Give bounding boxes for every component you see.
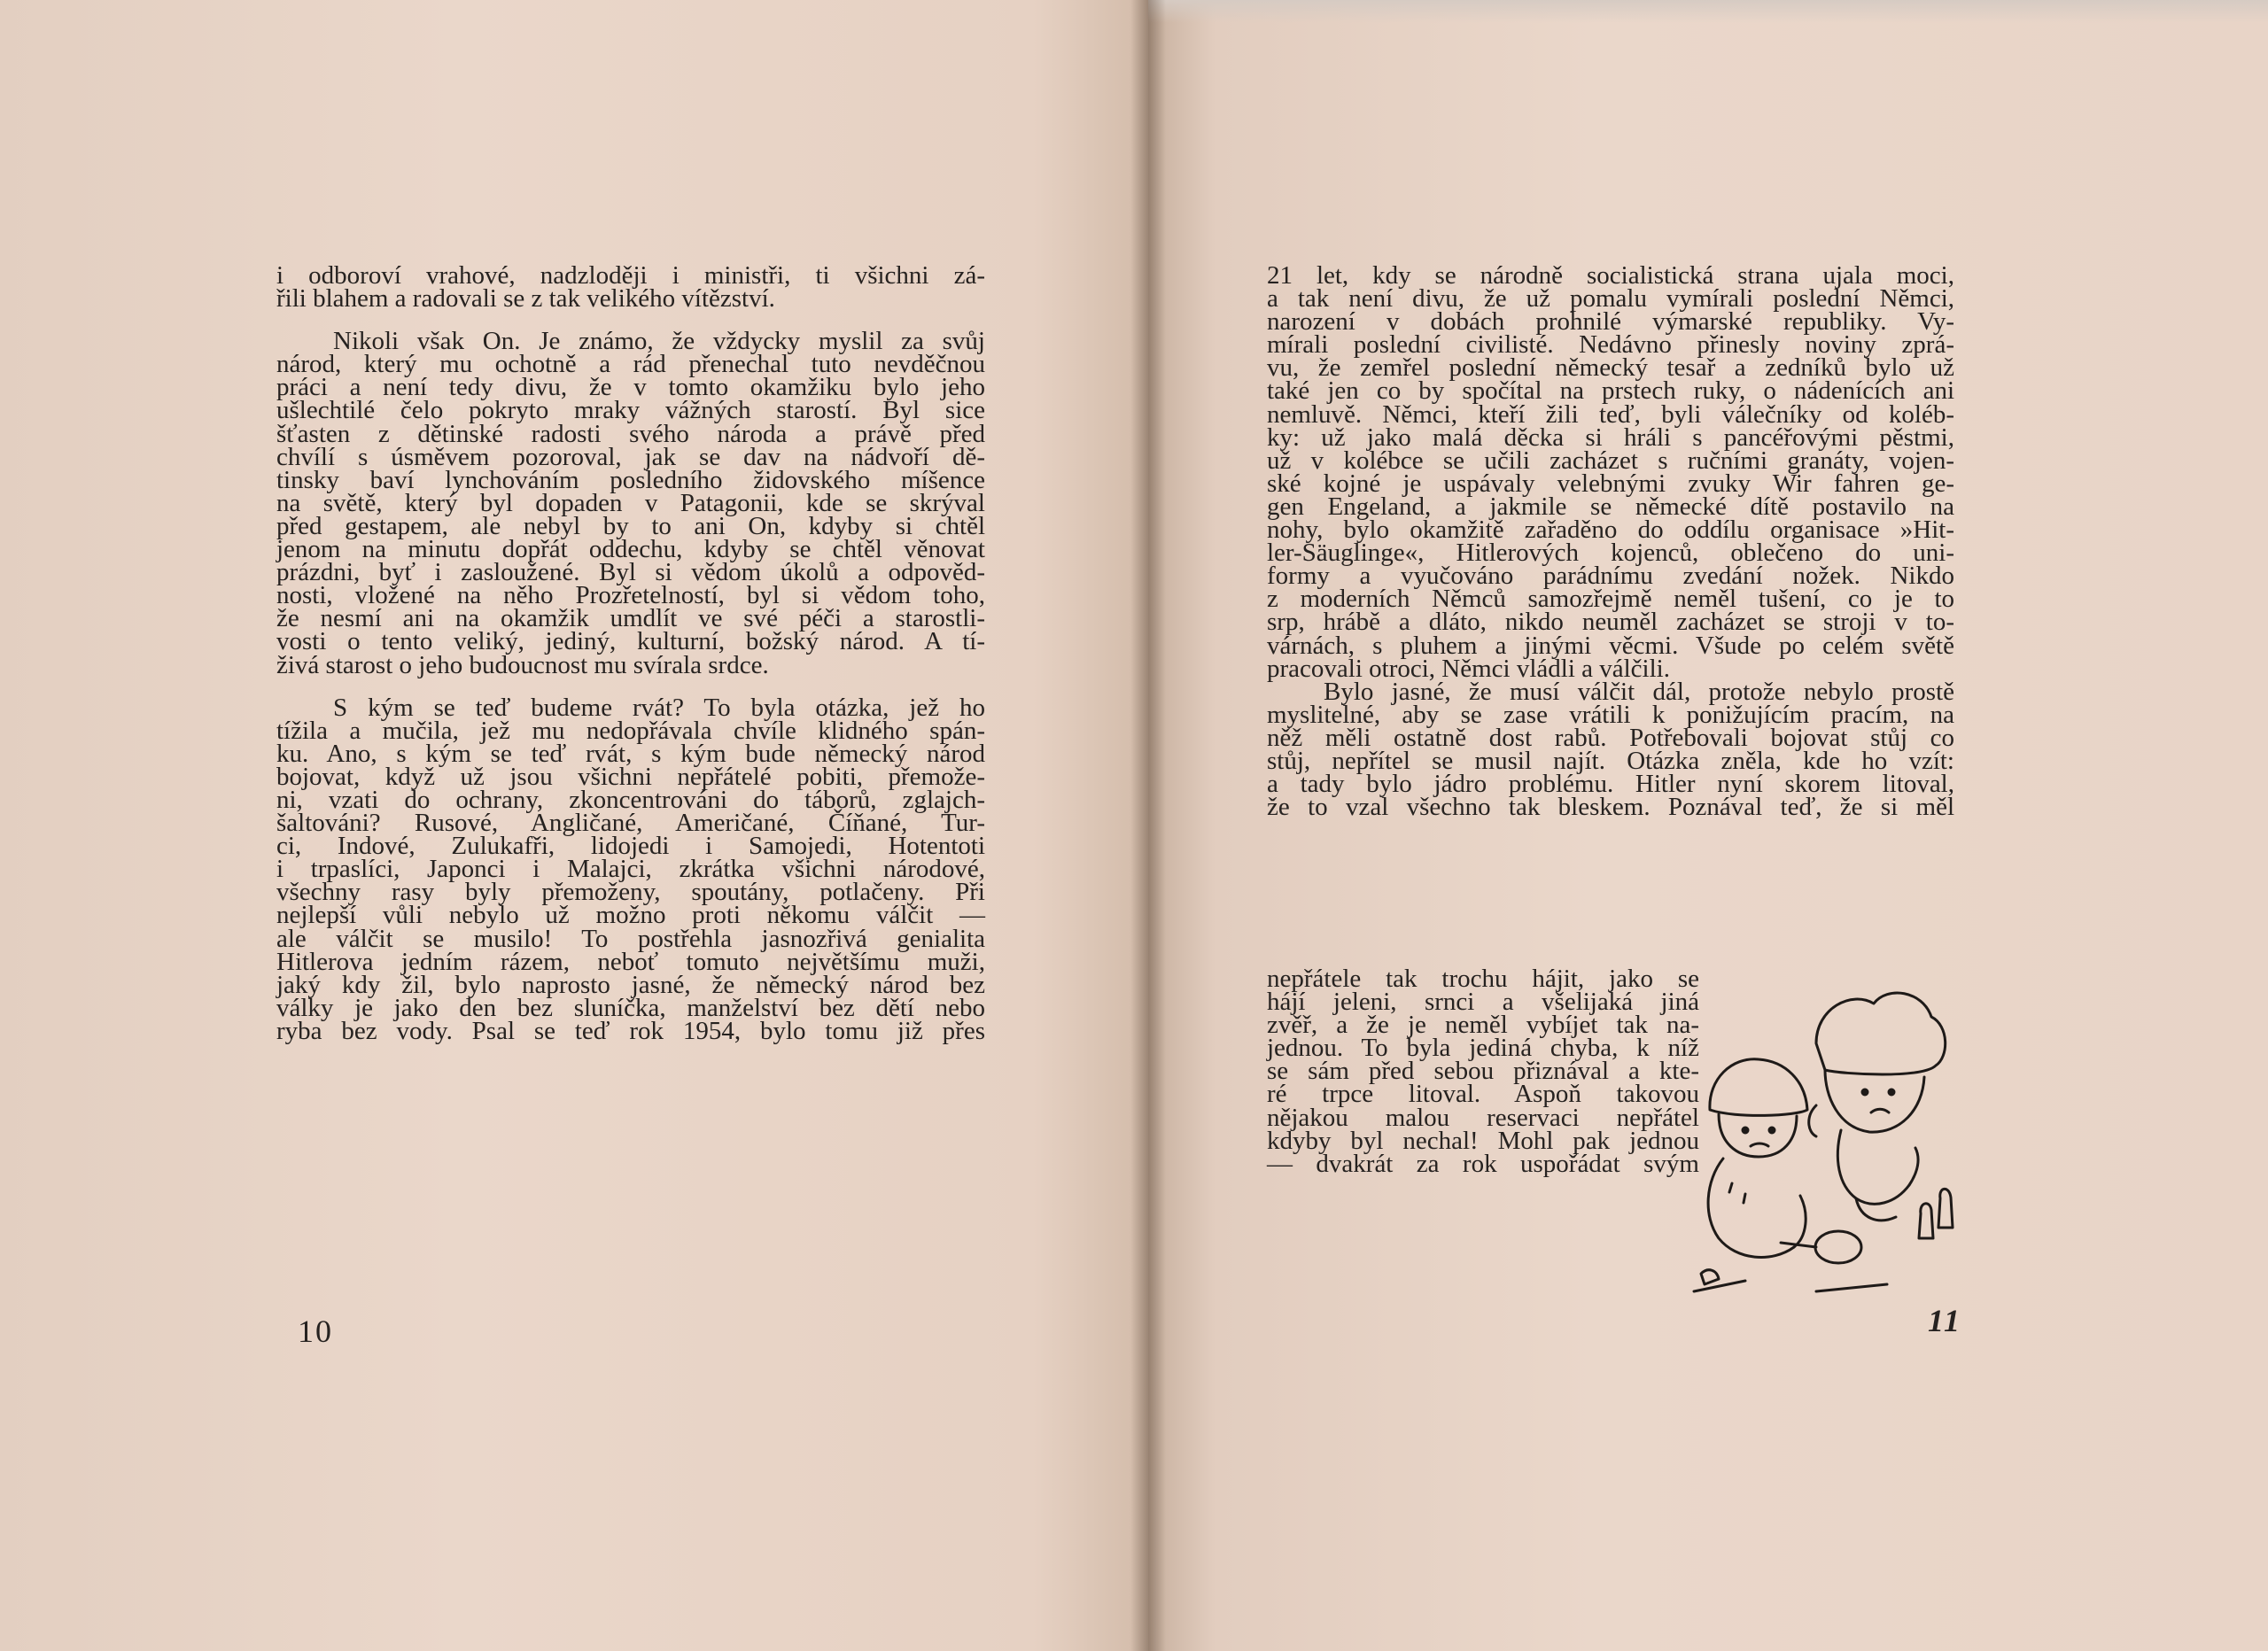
- text-line: prázdni, byť i zasloužené. Byl si vědom úkolů a odpověd-: [276, 558, 985, 587]
- text-line: srp, hrábě a dláto, nikdo neuměl zacházet se stroji v to-: [1267, 608, 1954, 637]
- text-line: nepřátele tak trochu hájit, jako se: [1267, 965, 1699, 993]
- text-line: národ, který mu ochotně a rád přenechal tuto nevděčnou: [276, 350, 985, 379]
- text-line: hájí jeleni, srnci a všelijaká jiná: [1267, 988, 1699, 1017]
- text-line: chvílí s úsměvem pozoroval, jak se dav na nádvoří dě-: [276, 442, 985, 471]
- text-line: před gestapem, ale nebyl by to ani On, kdyby si chtěl: [276, 511, 985, 540]
- page-number-right: 11: [1928, 1303, 1962, 1338]
- text-line: gen Engeland, a jakmile se německé dítě postavilo na: [1267, 492, 1954, 521]
- text-line: S kým se teď budeme rvát? To byla otázka, jež ho: [333, 693, 985, 722]
- text-line: a tady bylo jádro problému. Hitler nyní skorem litoval,: [1267, 770, 1954, 799]
- text-line: — dvakrát za rok uspořádat svým: [1267, 1149, 1699, 1178]
- text-line: ryba bez vody. Psal se teď rok 1954, bylo tomu již přes: [276, 1016, 985, 1045]
- text-line: 21 let, kdy se národně socialistická strana ujala moci,: [1267, 261, 1954, 290]
- text-line: že to vzal všechno tak bleskem. Poznával teď, že si měl: [1267, 793, 1954, 822]
- text-line: bojovat, když už jsou všichni nepřátelé pobiti, přemože-: [276, 762, 985, 791]
- text-line: nejlepší vůli nebylo už možno proti někomu válčit —: [276, 901, 985, 930]
- text-line: už v kolébce se učili zacházet s ručními granáty, vojen-: [1267, 446, 1954, 475]
- page-top-edge: [1148, 0, 2268, 23]
- text-line: myslitelné, aby se zase vrátili k ponižujícím pracím, na: [1267, 700, 1954, 729]
- text-line: mírali poslední civilisté. Nedávno přinesly noviny zprá-: [1267, 330, 1954, 360]
- left-page-text: [276, 261, 985, 1045]
- text-line: nějakou malou reservaci nepřátel: [1267, 1103, 1699, 1132]
- text-line: tinsky baví lynchováním posledního židovského míšence: [276, 465, 985, 494]
- text-line: ušlechtilé čelo pokryto mraky vážných starostí. Byl sice: [276, 396, 985, 425]
- text-line: jenom na minutu dopřát oddechu, kdyby se chtěl věnovat: [276, 535, 985, 564]
- text-line: stůj, nepřítel se musil najít. Otázka zněla, kde ho vzít:: [1267, 746, 1954, 775]
- page-number-left: 10: [298, 1314, 333, 1349]
- text-line: ky: už jako malá děcka si hráli s pancéřovými pěstmi,: [1267, 422, 1954, 452]
- text-line: šťasten z dětinské radosti svého národa a právě před: [276, 419, 985, 448]
- text-line: jednou. To byla jediná chyba, k níž: [1267, 1034, 1699, 1063]
- text-line: se sám před sebou přiznával a kte-: [1267, 1057, 1699, 1086]
- text-line: na světě, který byl dopaden v Patagonii, kde se skrýval: [276, 488, 985, 517]
- book-gutter: [1130, 0, 1166, 1651]
- text-line: ler-Säuglinge«, Hitlerových kojenců, oblečeno do uni-: [1267, 539, 1954, 568]
- toddlers-illustration: [1683, 981, 1976, 1300]
- text-line: všechny rasy byly přemoženy, spoutány, potlačeny. Při: [276, 878, 985, 907]
- text-line: tížila a mučila, jež mu nedopřávala chvíle klidného spán-: [276, 716, 985, 745]
- text-line: nohy, bylo okamžitě zařaděno do oddílu organisace »Hit-: [1267, 515, 1954, 545]
- text-line: Hitlerova jedním rázem, neboť tomuto největšímu muži,: [276, 947, 985, 976]
- text-line: i trpaslíci, Japonci i Malajci, zkrátka všichni národové,: [276, 855, 985, 884]
- text-line: něž měli ostatně dost rabů. Potřebovali bojovat stůj co: [1267, 723, 1954, 752]
- text-line: vu, že zemřel poslední německý tesař a zedníků bylo už: [1267, 353, 1954, 383]
- text-line: Bylo jasné, že musí válčit dál, protože nebylo prostě: [1324, 677, 1954, 706]
- right-page: [1148, 0, 2268, 1651]
- text-line: várnách, s pluhem a jinými věcmi. Všude po celém světě: [1267, 631, 1954, 660]
- text-line: řili blahem a radovali se z tak velikého vítězství.: [276, 284, 775, 314]
- text-line: ku. Ano, s kým se teď rvát, s kým bude německý národ: [276, 739, 985, 768]
- text-line: šaltováni? Rusové, Angličané, Američané, Číňané, Tur-: [276, 809, 985, 838]
- text-line: živá starost o jeho budoucnost mu svírala srdce.: [276, 650, 769, 679]
- text-line: ré trpce litoval. Aspoň takovou: [1267, 1080, 1699, 1109]
- text-line: i odboroví vrahové, nadzloději i ministři, ti všichni zá-: [276, 261, 985, 290]
- text-line: kdyby byl nechal! Mohl pak jednou: [1267, 1126, 1699, 1155]
- text-line: ni, vzati do ochrany, zkoncentrováni do táborů, zglajch-: [276, 785, 985, 814]
- text-line: nosti, vložené na něho Prozřetelností, byl si vědom toho,: [276, 581, 985, 610]
- text-line: nemluvě. Němci, kteří žili teď, byli válečníky od koléb-: [1267, 399, 1954, 429]
- text-line: Nikoli však On. Je známo, že vždycky myslil za svůj: [333, 327, 985, 356]
- right-page-text-narrow: [1267, 965, 1699, 1178]
- text-line: zvěř, a že je neměl vybíjet tak na-: [1267, 1011, 1699, 1040]
- text-line: také jen co by spočítal na prstech ruky, o nádenících ani: [1267, 376, 1954, 406]
- text-line: a tak není divu, že už pomalu vymírali poslední Němci,: [1267, 284, 1954, 314]
- text-line: z moderních Němců samozřejmě neměl tušení, co je to: [1267, 585, 1954, 614]
- text-line: formy a vyučováno parádnímu zvedání nožek. Nikdo: [1267, 562, 1954, 591]
- text-line: že nesmí ani na okamžik umdlít ve své péči a starostli-: [276, 604, 985, 633]
- text-line: války je jako den bez sluníčka, manželství bez dětí nebo: [276, 993, 985, 1022]
- text-line: jaký kdy žil, bylo naprosto jasné, že německý národ bez: [276, 970, 985, 999]
- text-line: ale válčit se musilo! To postřehla jasnozřivá genialita: [276, 924, 985, 953]
- text-line: vosti o tento veliký, jediný, kulturní, božský národ. A tí-: [276, 627, 985, 656]
- text-line: ci, Indové, Zulukafři, lidojedi i Samojedi, Hotentoti: [276, 832, 985, 861]
- text-line: ské kojné je uspávaly velebnými zvuky Wir fahren ge-: [1267, 469, 1954, 498]
- right-page-text: [1267, 261, 1954, 822]
- text-line: pracovali otroci, Němci vládli a válčili.: [1267, 654, 1670, 683]
- text-line: narození v dobách prohnilé výmarské republiky. Vy-: [1267, 307, 1954, 337]
- text-line: práci a není tedy divu, že v tomto okamžiku bylo jeho: [276, 373, 985, 402]
